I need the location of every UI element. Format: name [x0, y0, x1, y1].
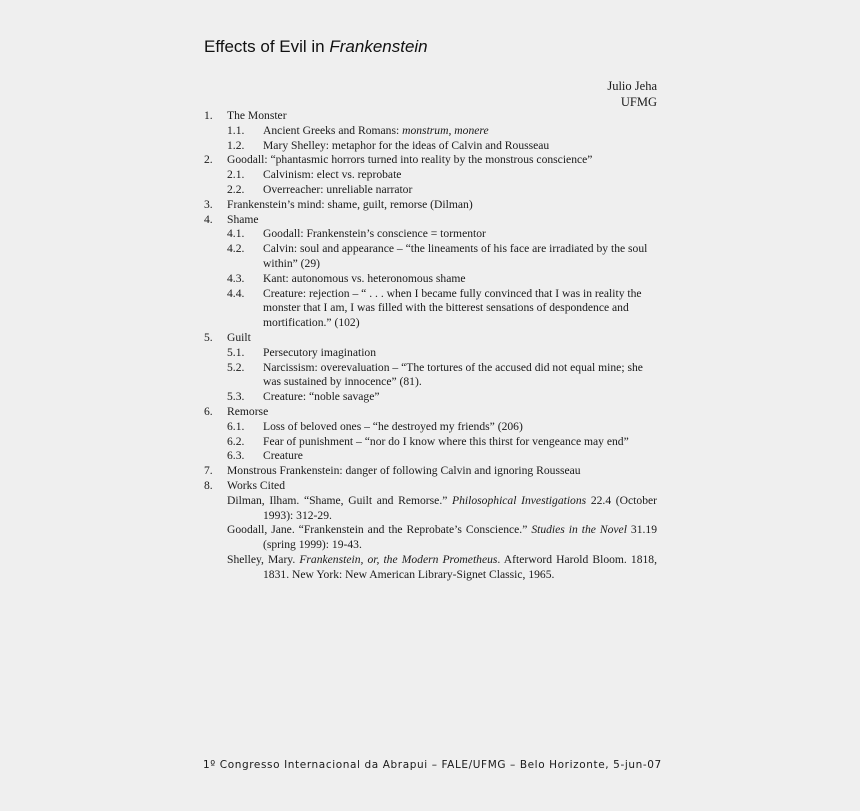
outline-item	[204, 361, 657, 391]
outline-item	[204, 227, 657, 242]
author-block	[607, 78, 657, 110]
outline-item-number: 4.3.	[227, 271, 245, 285]
outline-item-number: 3.	[204, 197, 213, 211]
works-cited-entry	[204, 494, 657, 524]
outline-item	[204, 405, 657, 420]
page-title	[204, 37, 428, 57]
outline-item-number: 4.2.	[227, 242, 245, 256]
outline-item-text: Calvin: soul and appearance – “the lineaments of his face are irradiated by the soul within” (29)	[263, 242, 648, 270]
outline-item	[204, 435, 657, 450]
outline-item-text: Creature: “noble savage”	[263, 390, 380, 404]
outline-item-number: 7.	[204, 464, 213, 478]
outline-item-number: 6.2.	[227, 434, 245, 448]
title-text: Effects of Evil in	[204, 37, 330, 56]
outline-item	[204, 464, 657, 479]
outline-item-number: 6.	[204, 404, 213, 418]
outline-item-text: Remorse	[227, 404, 269, 418]
outline-item	[204, 331, 657, 346]
outline-item	[204, 479, 657, 494]
outline-item-number: 6.3.	[227, 449, 245, 463]
works-cited-text: Frankenstein, or, the Modern Prometheus	[299, 552, 498, 566]
outline-item-number: 4.1.	[227, 227, 245, 241]
outline-item-text: Guilt	[227, 330, 251, 344]
outline-item	[204, 109, 657, 124]
outline-item-text: Narcissism: overevaluation – “The tortures of the accused did not equal mine; she was sustained by innocence” (81).	[263, 360, 643, 389]
outline-item-number: 5.3.	[227, 390, 245, 404]
outline-item-text: Overreacher: unreliable narrator	[263, 182, 413, 196]
outline-item	[204, 168, 657, 183]
outline-item-text: Loss of beloved ones – “he destroyed my friends” (206)	[263, 419, 523, 433]
works-cited-text: 31.19 (spring 1999): 19-43.	[263, 523, 657, 552]
outline-item-text: Persecutory imagination	[263, 345, 377, 359]
author-affiliation: UFMG	[620, 95, 657, 109]
outline-item-text: Works Cited	[227, 478, 285, 492]
outline-item-text: Creature	[263, 449, 303, 463]
outline-item	[204, 213, 657, 228]
outline-item-text: Fear of punishment – “nor do I know where this thirst for vengeance may end”	[263, 434, 629, 448]
outline-item-text: Goodall: Frankenstein’s conscience = tormentor	[263, 227, 486, 241]
works-cited-text: Philosophical Investigations	[452, 493, 587, 507]
outline-item-number: 4.4.	[227, 286, 245, 300]
outline-item-number: 8.	[204, 478, 213, 492]
outline-item	[204, 153, 657, 168]
outline-item-text: monstrum, monere	[402, 123, 489, 137]
outline-item-number: 1.1.	[227, 123, 245, 137]
outline-item-text: Monstrous Frankenstein: danger of following Calvin and ignoring Rousseau	[227, 464, 581, 478]
outline-item	[204, 124, 657, 139]
outline-item-number: 5.2.	[227, 360, 245, 374]
outline-item-text: Creature: rejection – “ . . . when I became fully convinced that I was in reality the monster that I am, I was filled with the bitterest sensations of despondence and mortification.” (102)	[263, 286, 642, 330]
works-cited-entry	[204, 523, 657, 553]
outline-item	[204, 242, 657, 272]
outline-item-number: 6.1.	[227, 419, 245, 433]
outline-item	[204, 390, 657, 405]
outline-item-number: 2.2.	[227, 182, 245, 196]
outline-list	[204, 109, 657, 583]
outline-item-number: 2.	[204, 153, 213, 167]
outline-item-text: Shame	[227, 212, 259, 226]
outline-item-number: 5.	[204, 330, 213, 344]
outline-item	[204, 272, 657, 287]
works-cited-text: . Afterword Harold Bloom. 1818, 1831. New York: New American Library-Signet Classic, 1965.	[263, 552, 657, 581]
outline-item-text: Frankenstein’s mind: shame, guilt, remorse (Dilman)	[227, 197, 473, 211]
outline-item	[204, 287, 657, 331]
outline-item	[204, 346, 657, 361]
outline-item-text: Mary Shelley: metaphor for the ideas of Calvin and Rousseau	[263, 138, 550, 152]
outline-item-number: 2.1.	[227, 168, 245, 182]
outline-item-number: 4.	[204, 212, 213, 226]
outline-item	[204, 420, 657, 435]
outline-item-number: 1.2.	[227, 138, 245, 152]
works-cited-text: Studies in the Novel	[531, 523, 627, 537]
page-footer: 1º Congresso Internacional da Abrapui – FALE/UFMG – Belo Horizonte, 5-jun-07	[203, 759, 662, 771]
outline-item	[204, 198, 657, 213]
works-cited-text: Goodall, Jane. “Frankenstein and the Reprobate’s Conscience.”	[227, 523, 532, 537]
outline-item-text: Goodall: “phantasmic horrors turned into reality by the monstrous conscience”	[227, 153, 593, 167]
works-cited-text: Dilman, Ilham. “Shame, Guilt and Remorse.”	[227, 493, 453, 507]
outline-item-text: The Monster	[227, 109, 287, 122]
author-name: Julio Jeha	[607, 79, 657, 93]
outline-item-text: Calvinism: elect vs. reprobate	[263, 168, 402, 182]
works-cited-entry	[204, 553, 657, 583]
title-italic-text: Frankenstein	[329, 37, 428, 56]
works-cited-text: 22.4 (October 1993): 312-29.	[263, 493, 657, 522]
outline-item	[204, 183, 657, 198]
works-cited-text: Shelley, Mary.	[227, 552, 300, 566]
outline-item	[204, 449, 657, 464]
outline-item-number: 5.1.	[227, 345, 245, 359]
outline-item-text: Ancient Greeks and Romans:	[263, 123, 403, 137]
outline-item-number: 1.	[204, 109, 213, 122]
outline-item	[204, 139, 657, 154]
outline-item-text: Kant: autonomous vs. heteronomous shame	[263, 271, 466, 285]
